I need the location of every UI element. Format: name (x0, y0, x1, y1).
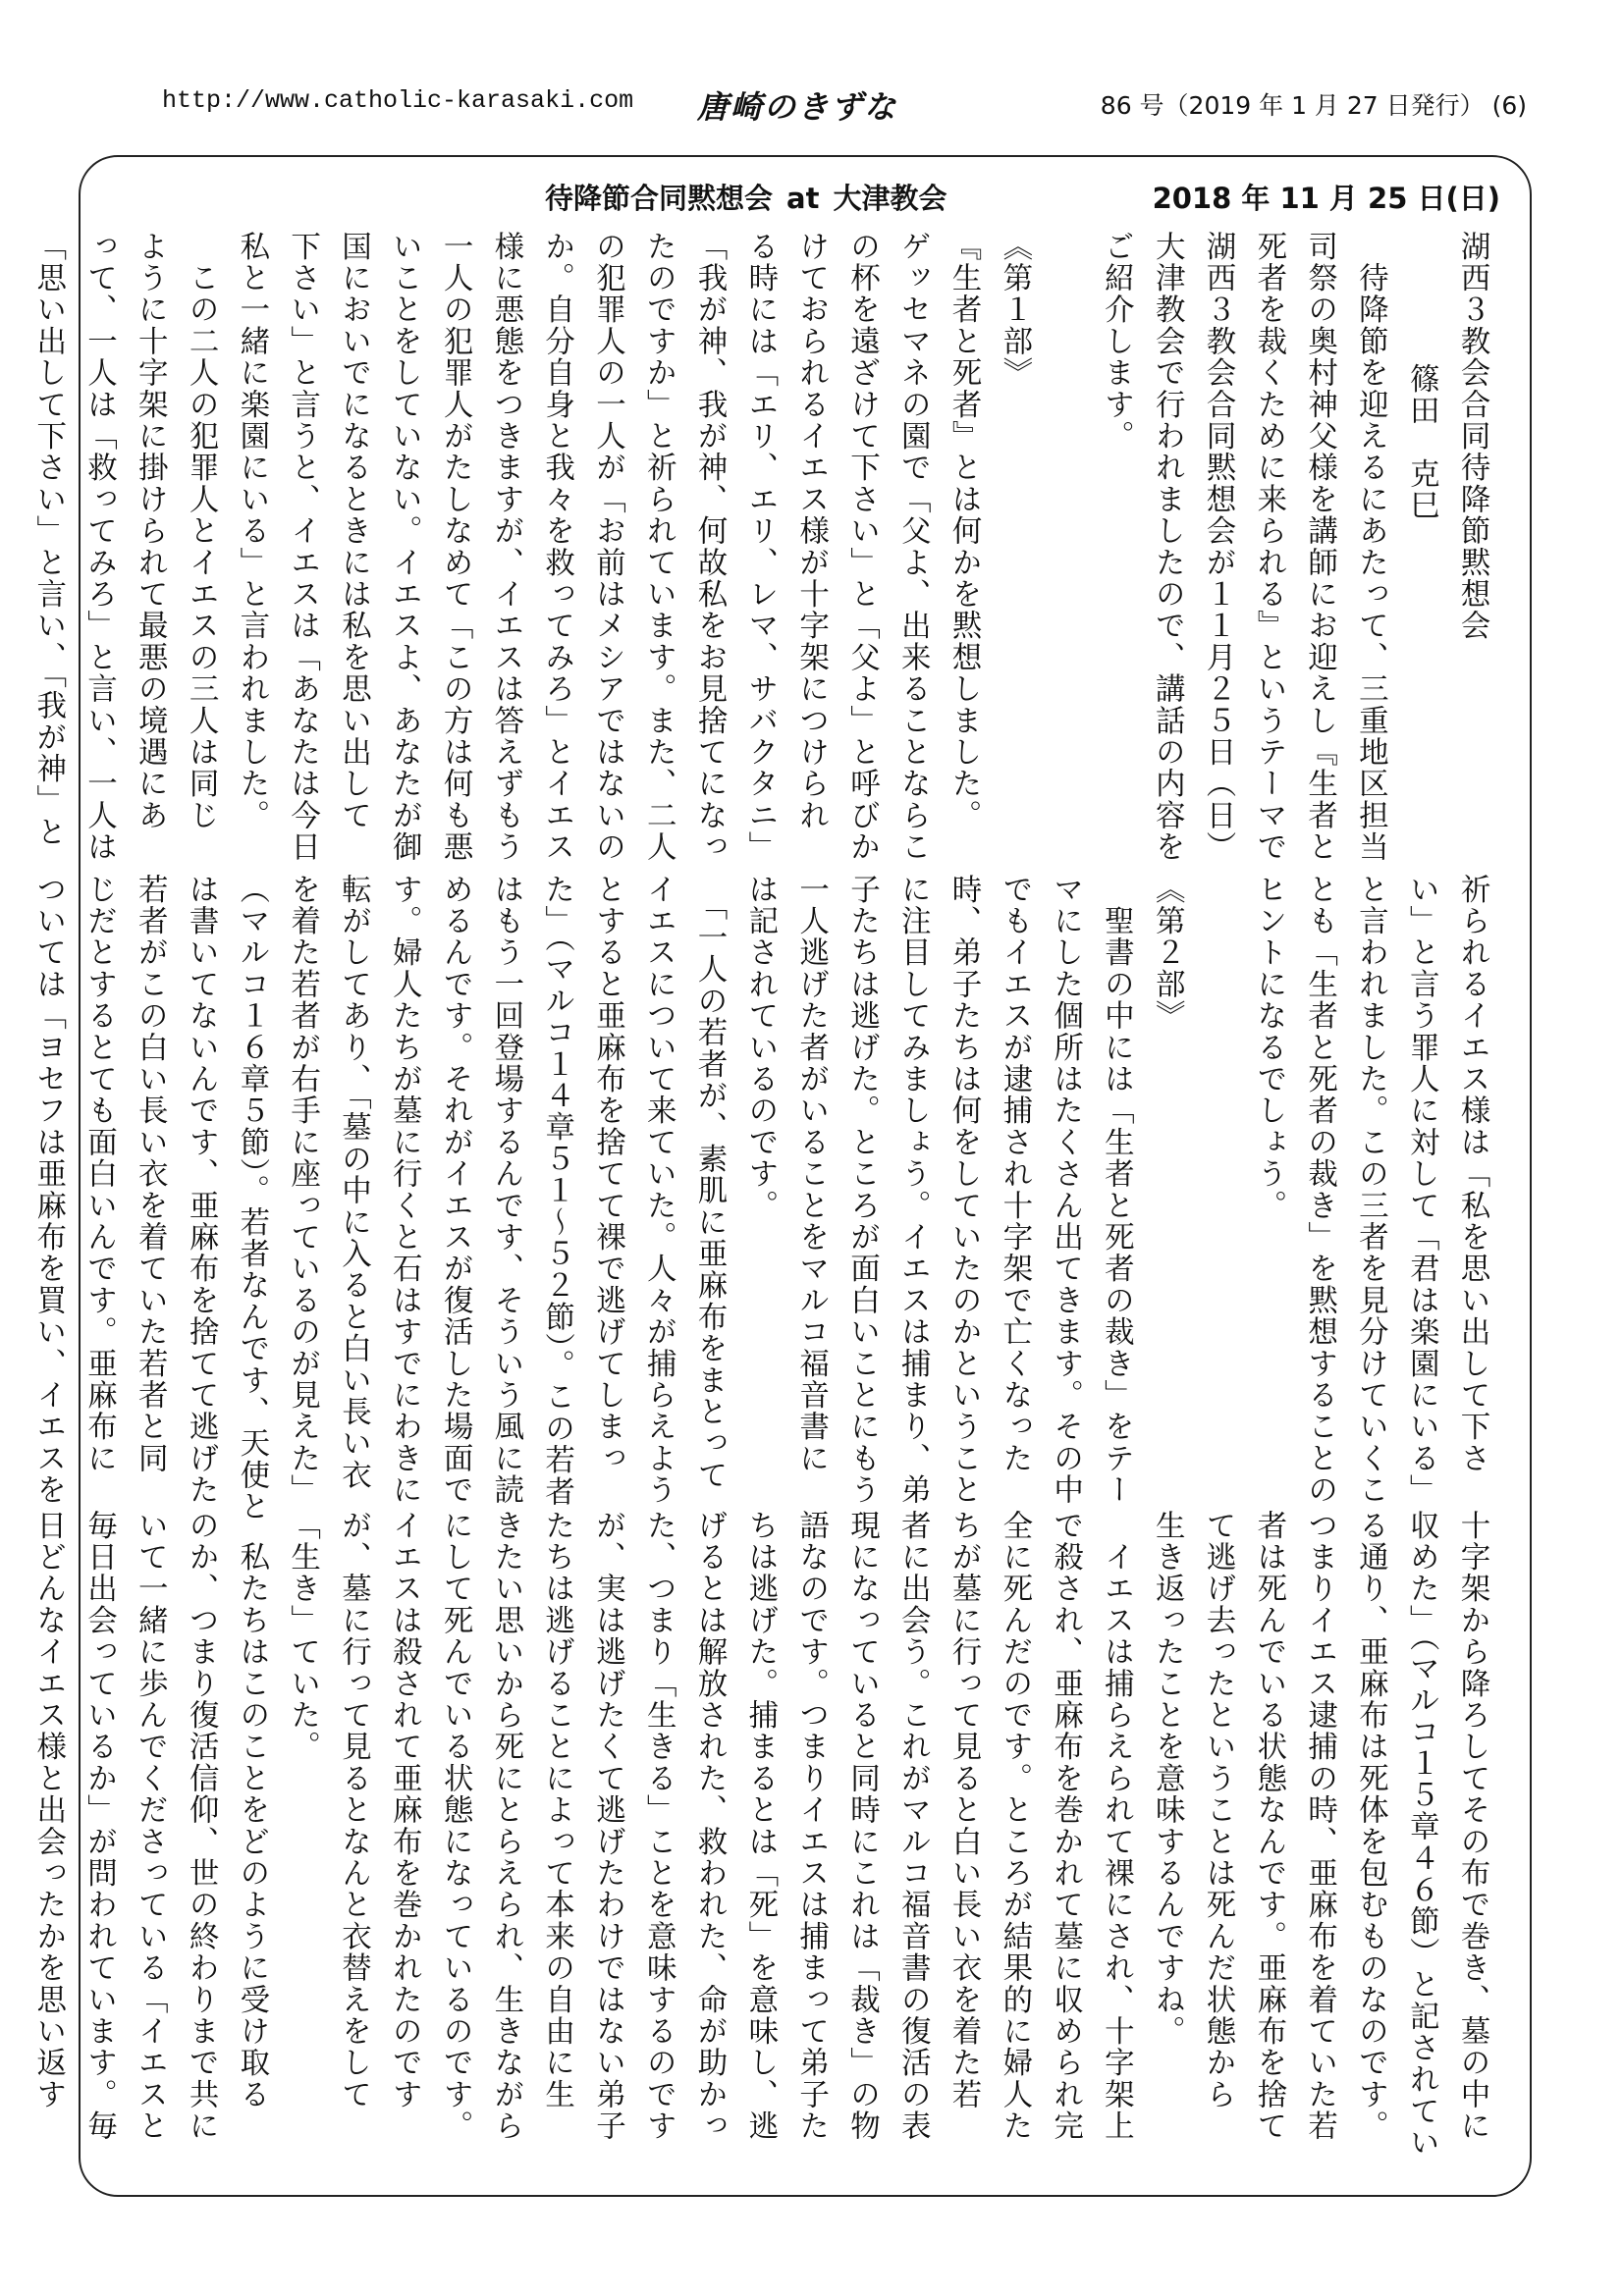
text-column: て逃げ去ったということは死んだ状態から (1201, 1510, 1236, 2110)
text-column: 者に出会う。これがマルコ福音書の復活の表 (895, 1510, 931, 2142)
text-column: とすると亜麻布を捨てて裸で逃げてしまっ (590, 874, 625, 1474)
text-column: めるんです。それがイエスが復活した場面で (438, 874, 473, 1506)
text-column: ように十字架に掛けられて最悪の境遇にあ (133, 231, 168, 831)
text-column: ヒントになるでしょう。 (1251, 874, 1286, 1222)
text-column: 子たちは逃げた。ところが面白いことにもう (844, 874, 880, 1506)
article-author: 篠田 克巳 (1404, 363, 1439, 521)
text-column: イエスについて来ていた。人々が捕らえよう (641, 874, 676, 1506)
text-column: 私たちはこのことをどのように受け取る (234, 1510, 269, 2110)
text-column: の杯を遠ざけて下さい」と「父よ」と呼びか (844, 231, 880, 863)
text-column: 生き返ったことを意味するんですね。 (1150, 1510, 1185, 2048)
text-column: いことをしていない。イエスよ、あなたが御 (387, 231, 422, 863)
text-column: この二人の犯罪人とイエスの三人は同じ (184, 231, 219, 831)
text-block-2 (30, 874, 1497, 1522)
text-column: は書いてないんです、亜麻布を捨てて逃げた (184, 874, 219, 1506)
text-column: けておられるイエス様が十字架につけられ (793, 231, 829, 831)
text-column: 下さい」と言うと、イエスは「あなたは今日 (285, 231, 320, 863)
issue-info: 86 号（2019 年 1 月 27 日発行） (6) (1100, 91, 1527, 120)
text-column: か。自分自身と我々を救ってみろ」とイエス (539, 231, 574, 863)
text-column: で殺され、亜麻布を巻かれて墓に収められ完 (1048, 1510, 1083, 2142)
text-column: 日どんなイエス様と出会ったかを思い返す (30, 1510, 66, 2110)
text-column: 大津教会で行われましたので、講話の内容を (1150, 231, 1185, 863)
text-column: の犯罪人の一人が「お前はメシアではないの (590, 231, 625, 863)
text-column: ゲッセマネの園で「父よ、出来ることならこ (895, 231, 931, 863)
text-column: げるとは解放された、救われた、命が助かっ (692, 1510, 728, 2142)
text-column (1040, 231, 1091, 805)
text-column: ついては「ヨセフは亜麻布を買い、イエスを (30, 874, 66, 1506)
text-column: 死者を裁くために来られる』というテーマで (1251, 231, 1286, 863)
text-column: 「我が神、我が神、何故私をお見捨てになっ (692, 231, 728, 863)
text-column: 待降節を迎えるにあたって、三重地区担当 (1353, 231, 1388, 863)
text-column: ちは逃げた。捕まるとは「死」を意味し、逃 (742, 1510, 778, 2142)
text-column: 全に死んだのです。ところが結果的に婦人た (997, 1510, 1032, 2142)
event-date: 2018 年 11 月 25 日(日) (1152, 182, 1500, 215)
text-column: 「一人の若者が、素肌に亜麻布をまとって (692, 874, 728, 1491)
text-column: が、墓に行って見るとなんと衣替えをして (336, 1510, 371, 2110)
text-column: とも「生者と死者の裁き」を黙想することの (1302, 874, 1337, 1506)
text-column: 国においでになるときには私を思い出して (336, 231, 371, 831)
text-column: マにした個所はたくさん出てきます。その中 (1048, 874, 1083, 1506)
text-column: 私と一緒に楽園にいる」と言われました。 (234, 231, 269, 831)
text-column: る通り、亜麻布は死体を包むものなのです。 (1353, 1510, 1388, 2142)
text-column: イエスは殺されて亜麻布を巻かれたのです (387, 1510, 422, 2110)
text-column: 司祭の奥村神父様を講師にお迎えし『生者と (1302, 231, 1337, 863)
text-column: た」（マルコ１４章５１～５２節）。この若者 (539, 874, 574, 1508)
text-column: 一人の犯罪人がたしなめて「この方は何も悪 (438, 231, 473, 863)
text-column: 『生者と死者』とは何かを黙想しました。 (947, 231, 982, 831)
article-title: 湖西３教会合同待降節黙想会 (1455, 231, 1489, 642)
text-column: ちが墓に行って見ると白い長い衣を着た若 (947, 1510, 982, 2110)
text-block-3 (30, 1510, 1497, 2159)
event-title: 待降節合同黙想会 (545, 182, 774, 215)
text-column: たちは逃げることによって本来の自由に生 (539, 1510, 574, 2110)
event-heading (545, 177, 947, 217)
text-column: 収めた」（マルコ１５章４６節）と記されてい (1404, 1510, 1439, 2159)
text-column: つまりイエス逮捕の時、亜麻布を着ていた若 (1302, 1510, 1337, 2142)
event-at: at (786, 182, 820, 215)
text-column: のか、つまり復活信仰、世の終わりまで共に (184, 1510, 219, 2142)
text-column: 様に悪態をつきますが、イエスは答えずもう (488, 231, 523, 863)
text-column: 語なのです。つまりイエスは捕まって弟子た (793, 1510, 829, 2142)
text-column: ご紹介します。 (1099, 231, 1134, 453)
text-column: 時、弟子たちは何をしていたのかということ (947, 874, 982, 1506)
text-column: じだとするとても面白いんです。亜麻布に (81, 874, 117, 1474)
newsletter-logo: 唐崎のきずな (697, 88, 898, 126)
website-url[interactable]: http://www.catholic-karasaki.com (162, 86, 634, 115)
text-column: た、つまり「生きる」ことを意味するのです (641, 1510, 676, 2142)
text-column: 《第２部》 (1150, 874, 1185, 1032)
event-place: 大津教会 (833, 182, 947, 215)
text-column: イエスは捕らえられて裸にされ、十字架上 (1099, 1510, 1134, 2142)
text-column (1192, 874, 1243, 1448)
text-column: にして死んでいる状態になっているのです。 (438, 1510, 473, 2142)
text-column: と言われました。この三者を見分けていくこ (1353, 874, 1388, 1506)
text-column: 者は死んでいる状態なんです。亜麻布を捨て (1251, 1510, 1286, 2142)
text-column: 「生き」ていた。 (285, 1510, 320, 1763)
text-column: 祈られるイエス様は「私を思い出して下さ (1455, 874, 1489, 1474)
text-column: きたい思いから死にとらえられ、生きながら (488, 1510, 523, 2142)
text-column: い」と言う罪人に対して「君は楽園にいる」 (1404, 874, 1439, 1506)
text-column: は記されているのです。 (742, 874, 778, 1222)
text-column: 十字架から降ろしてその布で巻き、墓の中に (1455, 1510, 1489, 2142)
text-column: でもイエスが逮捕され十字架で亡くなった (997, 874, 1032, 1474)
text-column: す。婦人たちが墓に行くと石はすでにわきに (387, 874, 422, 1506)
text-column: 現になっていると同時にこれは「裁き」の物 (844, 1510, 880, 2142)
text-column: はもう一回登場するんです、そういう風に読 (488, 874, 523, 1506)
text-column: が、実は逃げたくて逃げたわけではない弟子 (590, 1510, 625, 2142)
text-column: 聖書の中には「生者と死者の裁き」をテー (1099, 874, 1134, 1506)
text-column: 若者がこの白い長い衣を着ていた若者と同 (133, 874, 168, 1474)
text-column: たのですか」と祈られています。また、二人 (641, 231, 676, 863)
text-column: に注目してみましょう。イエスは捕まり、弟 (895, 874, 931, 1506)
text-column: 一人逃げた者がいることをマルコ福音書に (793, 874, 829, 1474)
text-column: （マルコ１６章５節）。若者なんです、天使と (234, 874, 269, 1522)
text-column: 湖西３教会合同黙想会が１１月２５日（日） (1201, 231, 1236, 863)
text-column: って、一人は「救ってみろ」と言い、一人は (81, 231, 117, 863)
text-column: いて一緒に歩んでくださっている「イエスと (133, 1510, 168, 2142)
text-column: 「思い出して下さい」と言い、「我が神」と (30, 231, 66, 848)
page-header (162, 86, 1527, 126)
text-block-1 (30, 231, 1497, 863)
text-column: 毎日出会っているか」が問われています。毎 (81, 1510, 117, 2142)
text-column: 転がしてあり、「墓の中に入ると白い長い衣 (336, 874, 371, 1491)
text-column: を着た若者が右手に座っているのが見えた」 (285, 874, 320, 1506)
text-column: 《第１部》 (997, 231, 1032, 389)
text-column: る時には「エリ、エリ、レマ、サバクタニ」 (742, 231, 778, 863)
